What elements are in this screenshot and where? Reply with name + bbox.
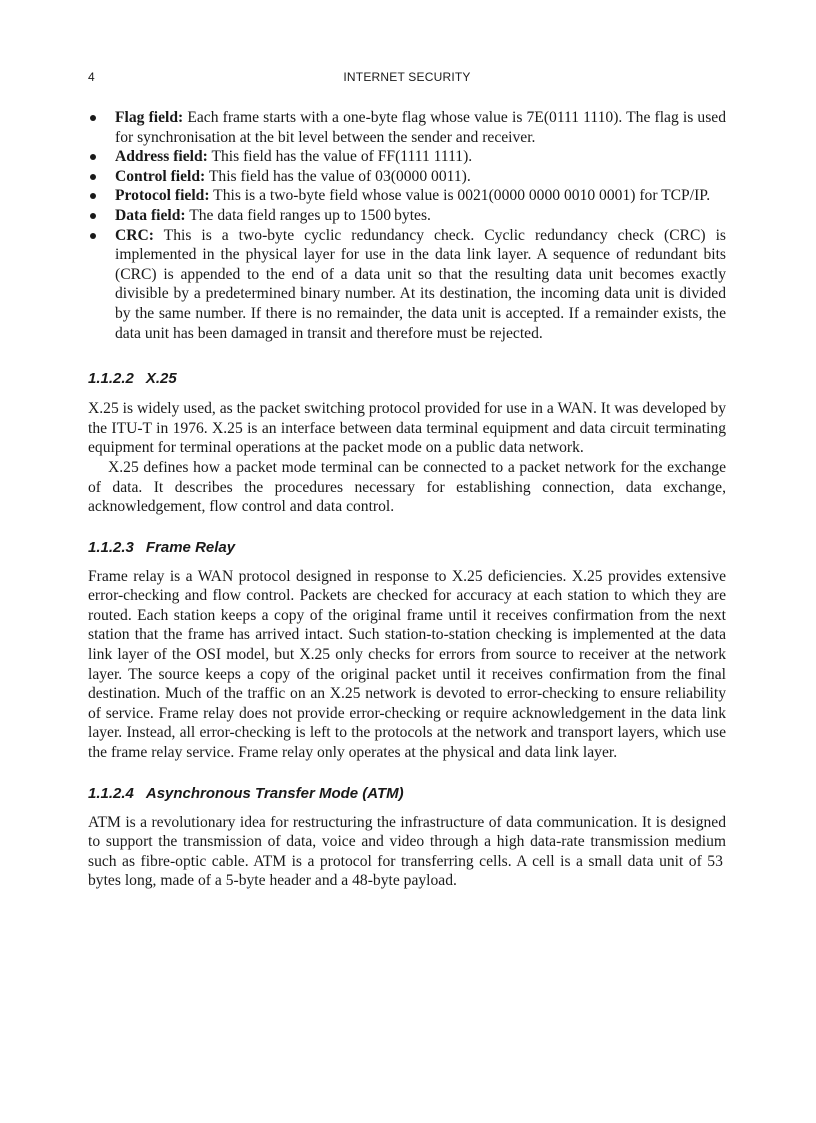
page-content [88, 108, 726, 891]
list-item-text: This is a two-byte field whose value is 0021(0000 0000 0010 0001) for TCP/IP. [209, 187, 711, 205]
section-number: 1.1.2.2 [88, 370, 134, 388]
list-item [88, 206, 726, 226]
paragraph: X.25 is widely used, as the packet switching protocol provided for use in a WAN. It was developed by the ITU-T in 1976. X.25 is an interface between data terminal equipment and data circuit terminating equipment for terminal operations at the packet mode on a public data network. [88, 400, 726, 457]
bullet-icon [90, 154, 96, 160]
list-item-term: Data field: [115, 206, 186, 224]
section-title: X.25 [145, 370, 177, 388]
bullet-icon [90, 174, 96, 180]
section-title: Frame Relay [145, 538, 236, 556]
list-item-text: The data field ranges up to 1500 bytes. [185, 206, 431, 224]
paragraph: X.25 defines how a packet mode terminal can be connected to a packet network for the exchange of data. It describes the procedures necessary for establishing connection, data exchange, acknowledgement, flow control and data control. [88, 458, 726, 516]
paragraph: ATM is a revolutionary idea for restructuring the infrastructure of data communication. It is designed to support the transmission of data, voice and video through a high data-rate transmission medium such as fibre-optic cable. ATM is a protocol for transferring cells. A cell is a small data unit of 53 bytes long, made of a 5-byte header and a 48-byte payload. [88, 813, 726, 890]
list-item [88, 147, 726, 167]
list-item [88, 186, 726, 206]
list-item [88, 108, 726, 147]
section-number: 1.1.2.3 [88, 538, 134, 556]
list-item-term: Flag field: [115, 109, 184, 126]
bullet-icon [90, 233, 96, 239]
list-item [88, 167, 726, 187]
list-item-text: This is a two-byte cyclic redundancy check. Cyclic redundancy check (CRC) is implemented in the physical layer for use in the data link layer. A sequence of redundant bits (CRC) is appended to the end of a data unit so that the resulting data unit becomes exactly divisible by a predetermined binary number. At its destination, the incoming data unit is divided by the same number. If there is no remainder, the data unit is accepted. If a remainder exists, the data unit has been damaged in transit and therefore must be rejected. [115, 226, 726, 342]
book-page [88, 0, 726, 1123]
list-item-text: Each frame starts with a one-byte flag whose value is 7E(0111 1110). The flag is used for synchronisation at the bit level between the sender and receiver. [115, 109, 726, 146]
section-number: 1.1.2.4 [88, 784, 134, 802]
list-item [88, 226, 726, 344]
list-item-text: This field has the value of 03(0000 0011). [205, 167, 471, 185]
ppp-frame-field-list [88, 108, 726, 343]
list-item-term: CRC: [115, 226, 154, 244]
bullet-icon [90, 213, 96, 219]
section-heading-frame-relay [88, 538, 726, 557]
list-item-text: This field has the value of FF(1111 1111). [207, 148, 473, 166]
section-heading-atm [88, 784, 726, 803]
list-item-term: Protocol field: [115, 187, 210, 205]
running-title: INTERNET SECURITY [343, 70, 471, 84]
section-title: Asynchronous Transfer Mode (ATM) [145, 784, 404, 802]
paragraph: Frame relay is a WAN protocol designed in response to X.25 deficiencies. X.25 provides extensive error-checking and flow control. Packets are checked for accuracy at each station to which they are routed. Each station keeps a copy of the original frame until it receives confirmation from the next station that the frame has arrived intact. Such station-to-station checking is implemented at the data link layer of the OSI model, but X.25 only checks for errors from source to receiver at the network layer. The source keeps a copy of the original packet until it receives confirmation from the final destination. Much of the traffic on an X.25 network is devoted to error-checking to ensure reliability of service. Frame relay does not provide error-checking or require acknowledgement in the data link layer. Instead, all error-checking is left to the protocols at the network and transport layers, which use the frame relay service. Frame relay only operates at the physical and data link layer. [88, 567, 726, 762]
list-item-term: Address field: [115, 148, 208, 166]
page-number: 4 [88, 70, 95, 84]
section-heading-x25 [88, 369, 726, 388]
bullet-icon [90, 115, 96, 121]
list-item-term: Control field: [115, 167, 206, 185]
bullet-icon [90, 193, 96, 199]
running-header [88, 70, 726, 88]
